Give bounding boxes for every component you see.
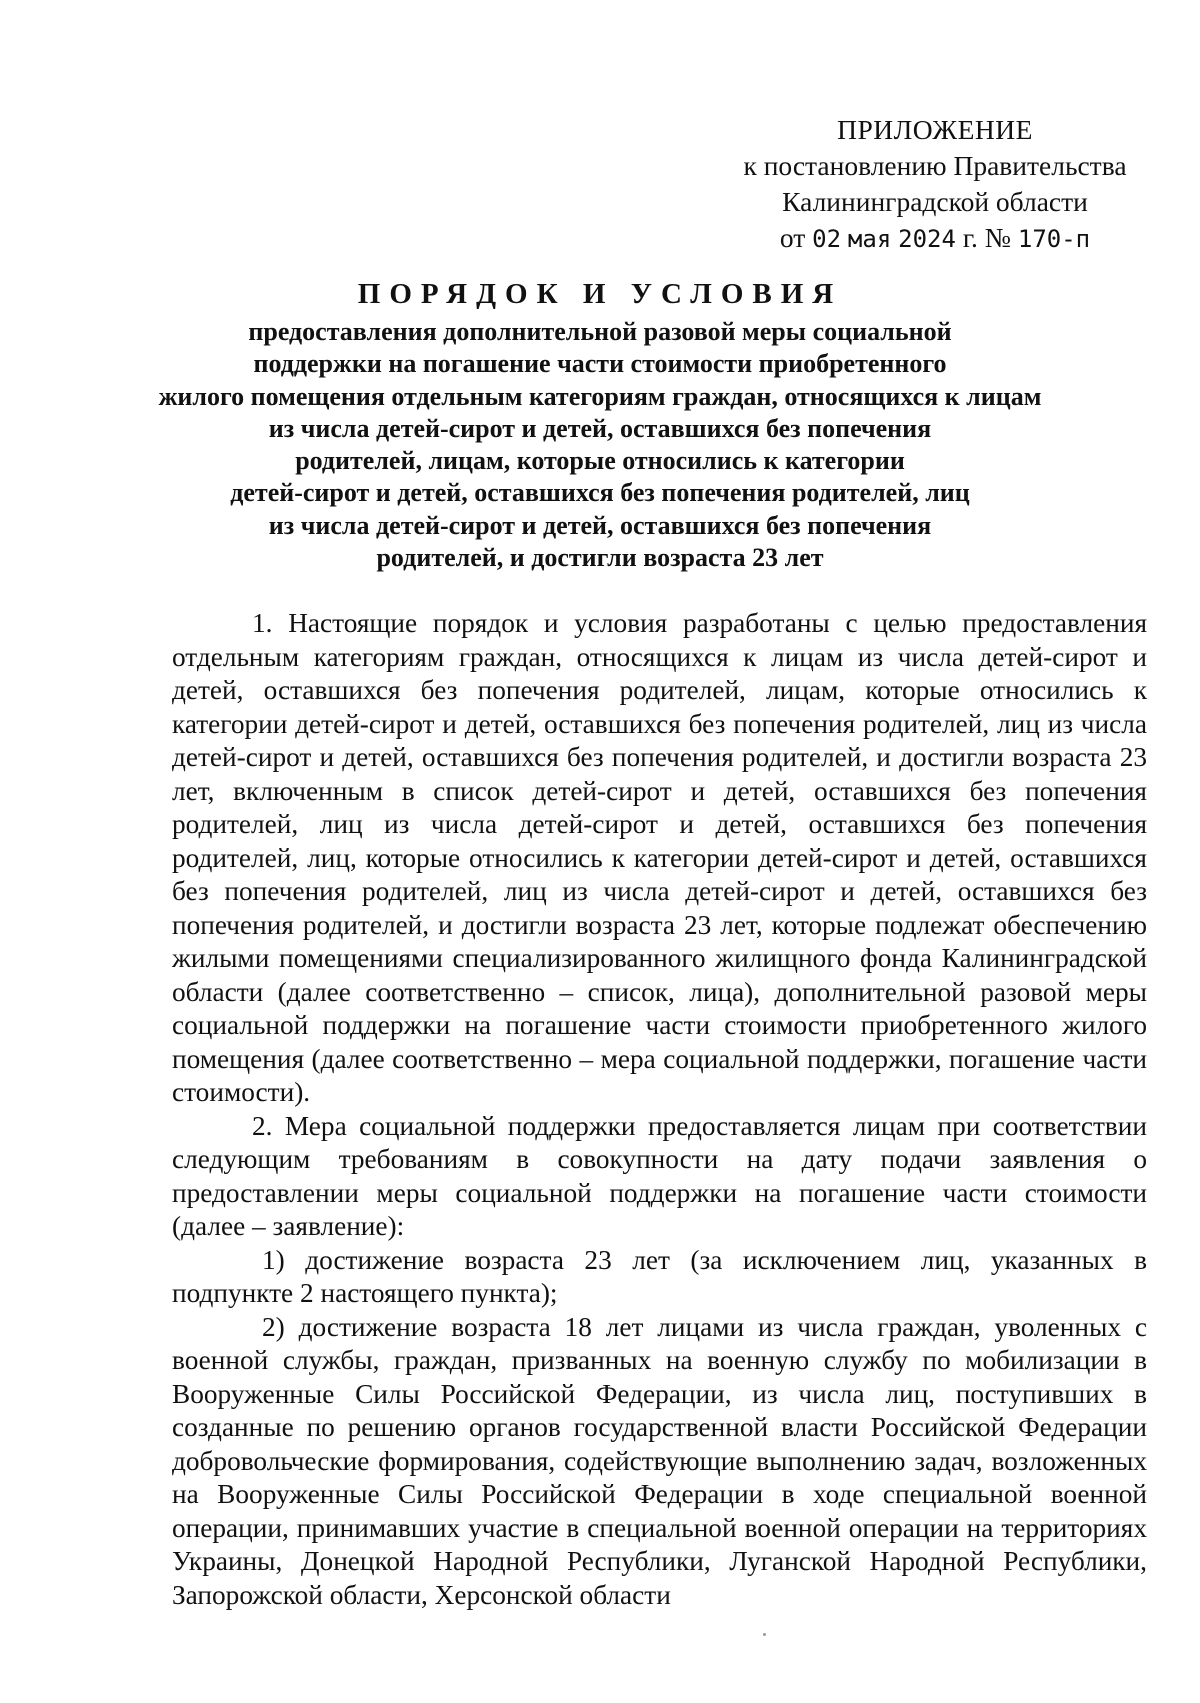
title-line: из числа детей-сирот и детей, оставшихся без попечения (268, 510, 932, 540)
annex-date-month: мая (847, 225, 892, 253)
annex-line-resolution: к постановлению Правительства (743, 150, 1127, 181)
title-line: родителей, лицам, которые относились к категории (295, 446, 905, 476)
subparagraph-1: 1) достижение возраста 23 лет (за исключением лиц, указанных в подпункте 2 настоящего пункта); (172, 1244, 1147, 1308)
document-title (140, 274, 1060, 574)
annex-date-prefix: от (779, 222, 806, 253)
annex-date-line (725, 220, 1145, 257)
annex-date-day: 02 (812, 225, 842, 253)
annex-number: 170-п (1017, 225, 1091, 253)
subparagraph-2: 2) достижение возраста 18 лет лицами из числа граждан, уволенных с военной службы, граждан, призванных на военную службу по мобилизации в Вооруженные Силы Российской Федерации, из числа лиц, поступивших в созданные по решению органов государственной власти Российской Федерации добровольческие формирования, содействующие выполнению задач, возложенных на Вооруженные Силы Российской Федерации в ходе специальной военной операции, принимавших участие в специальной военной операции на территориях Украины, Донецкой Народной Республики, Луганской Народной Республики, Запорожской области, Херсонской области (172, 1311, 1147, 1610)
annex-date-year: 2024 (898, 225, 956, 253)
document-body (172, 607, 1147, 1612)
annex-date-suffix: г. № (962, 222, 1011, 253)
title-subtitle (140, 316, 1060, 574)
paragraph-1: 1. Настоящие порядок и условия разработаны с целью предоставления отдельным категориям граждан, относящихся к лицам из числа детей-сирот и детей, оставшихся без попечения родителей, лицам, которые относились к категории детей-сирот и детей, оставшихся без попечения родителей, лиц из числа детей-сирот и детей, оставшихся без попечения родителей, и достигли возраста 23 лет, включенным в список детей-сирот и детей, оставшихся без попечения родителей, лиц из числа детей-сирот и детей, оставшихся без попечения родителей, лиц, которые относились к категории детей-сирот и детей, оставшихся без попечения родителей, лиц из числа детей-сирот и детей, оставшихся без попечения родителей, и достигли возраста 23 лет, которые подлежат обеспечению жилыми помещениями специализированного жилищного фонда Калининградской области (далее соответственно – список, лица), дополнительной разовой меры социальной поддержки на погашение части стоимости приобретенного жилого помещения (далее соответственно – мера социальной поддержки, погашение части стоимости). (172, 608, 1147, 1107)
annex-block (725, 112, 1145, 257)
annex-heading: ПРИЛОЖЕНИЕ (837, 114, 1033, 145)
title-line: родителей, и достигли возраста 23 лет (376, 543, 824, 573)
annex-line-region: Калининградской области (782, 186, 1088, 217)
title-line: поддержки на погашение части стоимости приобретенного (253, 349, 947, 379)
title-line: жилого помещения отдельным категориям граждан, относящихся к лицам (158, 381, 1042, 411)
title-line: детей-сирот и детей, оставшихся без попечения родителей, лиц (230, 478, 970, 508)
paragraph-2: 2. Мера социальной поддержки предоставляется лицам при соответствии следующим требованиям в совокупности на дату подачи заявления о предоставлении меры социальной поддержки на погашение части стоимости (далее – заявление): (172, 1110, 1147, 1241)
scan-speck (763, 1633, 766, 1636)
title-line: предоставления дополнительной разовой меры социальной (248, 317, 952, 346)
title-main: ПОРЯДОК И УСЛОВИЯ (357, 278, 843, 310)
title-line: из числа детей-сирот и детей, оставшихся без попечения (268, 413, 932, 443)
